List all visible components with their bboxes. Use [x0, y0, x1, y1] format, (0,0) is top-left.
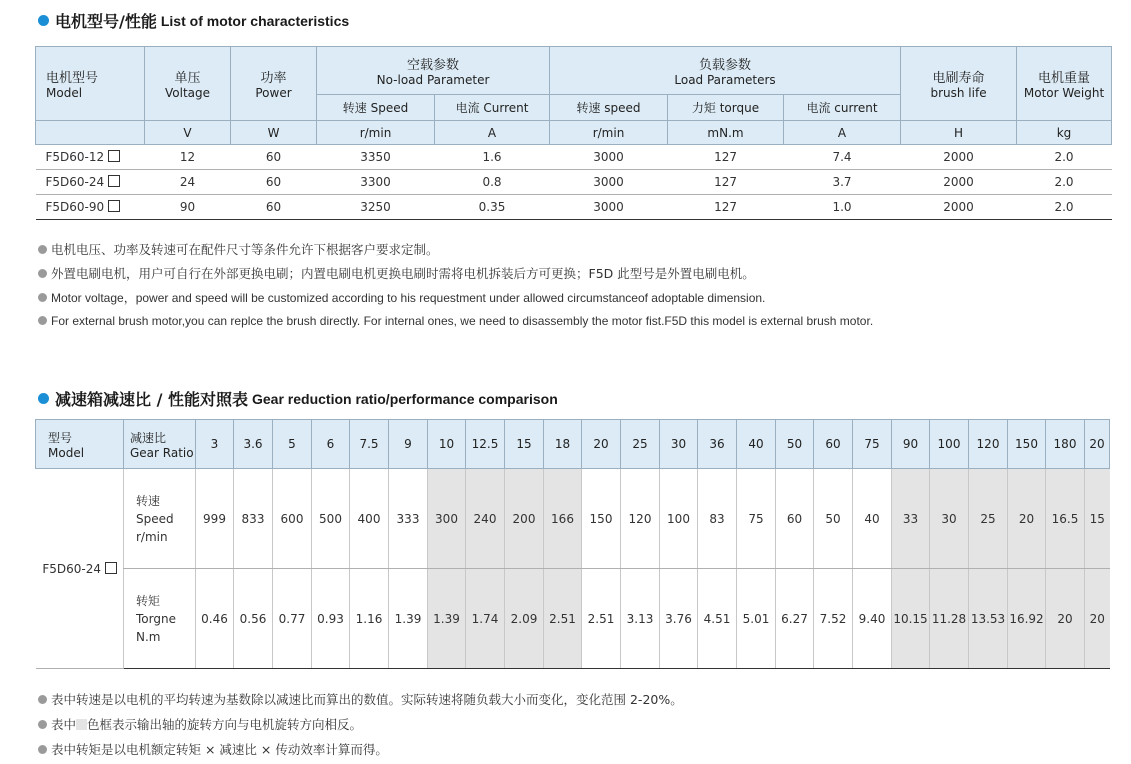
- torque-cell: 10.15: [892, 569, 930, 669]
- torque-label: 转矩 Torgne N.m: [124, 569, 196, 669]
- torque-cell: 9.40: [853, 569, 892, 669]
- note-item: 表中转矩是以电机额定转矩 × 减速比 × 传动效率计算而得。: [38, 740, 388, 758]
- section-title-cn: 减速箱减速比 / 性能对照表: [55, 390, 248, 409]
- table-cell: 24: [145, 170, 231, 195]
- model-cell: F5D60-24: [36, 469, 124, 669]
- bullet-icon: [38, 15, 49, 26]
- table-cell: 3350: [317, 145, 435, 170]
- torque-cell: 1.39: [428, 569, 466, 669]
- units-model-blank: [36, 121, 145, 145]
- header-motor-weight: 电机重量 Motor Weight: [1017, 47, 1112, 121]
- unit-cell: H: [901, 121, 1017, 145]
- unit-cell: r/min: [550, 121, 668, 145]
- table-cell: 0.35: [435, 195, 550, 220]
- header-gear-ratio: 减速比 Gear Ratio: [124, 420, 196, 469]
- section-title-cn: 电机型号/性能: [55, 12, 157, 31]
- header-noload: 空载参数 No-load Parameter: [317, 47, 550, 95]
- ratio-header-cell: 36: [698, 420, 737, 469]
- speed-cell: 25: [969, 469, 1008, 569]
- note-item: 表中 色框表示输出轴的旋转方向与电机旋转方向相反。: [38, 715, 362, 733]
- ratio-header-cell: 15: [505, 420, 544, 469]
- gray-swatch-icon: [76, 719, 87, 730]
- header-voltage: 单压 Voltage: [145, 47, 231, 121]
- model-cell: F5D60-24: [36, 170, 145, 195]
- bullet-icon: [38, 393, 49, 404]
- ratio-header-cell: 3.6: [234, 420, 273, 469]
- header-model: 电机型号 Model: [36, 47, 145, 121]
- table-cell: 3300: [317, 170, 435, 195]
- bullet-icon: [38, 316, 47, 325]
- header-load-torque: 力矩 torque: [668, 95, 784, 121]
- torque-cell: 16.92: [1008, 569, 1046, 669]
- speed-cell: 240: [466, 469, 505, 569]
- speed-cell: 75: [737, 469, 776, 569]
- speed-cell: 333: [389, 469, 428, 569]
- speed-cell: 833: [234, 469, 273, 569]
- section-title-en: Gear reduction ratio/performance comparison: [252, 390, 558, 407]
- speed-cell: 166: [544, 469, 582, 569]
- section-title-gear: [38, 387, 558, 410]
- speed-label: 转速 Speed r/min: [124, 469, 196, 569]
- speed-cell: 30: [930, 469, 969, 569]
- model-cell: F5D60-12: [36, 145, 145, 170]
- torque-cell: 1.39: [389, 569, 428, 669]
- table-cell: 2.0: [1017, 170, 1112, 195]
- header-model: 型号 Model: [36, 420, 124, 469]
- ratio-header-cell: 20: [582, 420, 621, 469]
- table-cell: 127: [668, 195, 784, 220]
- speed-row: [36, 469, 1110, 569]
- speed-cell: 83: [698, 469, 737, 569]
- speed-cell: 300: [428, 469, 466, 569]
- note-item: For external brush motor,you can replce the brush directly. For internal ones, we need to disassembly the motor fist.F5D this model is external brush motor.: [38, 314, 873, 328]
- torque-cell: 0.77: [273, 569, 312, 669]
- ratio-header-cell: 6: [312, 420, 350, 469]
- note-item: 表中转速是以电机的平均转速为基数除以减速比而算出的数值。实际转速将随负载大小而变化，变化范围 2-20%。: [38, 690, 683, 708]
- torque-cell: 0.93: [312, 569, 350, 669]
- speed-cell: 33: [892, 469, 930, 569]
- header-power: 功率 Power: [231, 47, 317, 121]
- table-cell: 2000: [901, 195, 1017, 220]
- table-cell: 60: [231, 195, 317, 220]
- ratio-header-cell: 18: [544, 420, 582, 469]
- header-load: 负载参数 Load Parameters: [550, 47, 901, 95]
- table-cell: 3250: [317, 195, 435, 220]
- torque-cell: 11.28: [930, 569, 969, 669]
- speed-cell: 20: [1008, 469, 1046, 569]
- unit-cell: r/min: [317, 121, 435, 145]
- table-cell: 0.8: [435, 170, 550, 195]
- table-cell: 3.7: [784, 170, 901, 195]
- table-row: [36, 170, 1112, 195]
- ratio-header-cell: 12.5: [466, 420, 505, 469]
- ratio-header-cell: 20: [1085, 420, 1110, 469]
- gear-ratio-table: [35, 419, 1110, 669]
- bullet-icon: [38, 245, 47, 254]
- unit-cell: kg: [1017, 121, 1112, 145]
- ratio-header-cell: 7.5: [350, 420, 389, 469]
- ratio-header-cell: 90: [892, 420, 930, 469]
- header-load-speed: 转速 speed: [550, 95, 668, 121]
- table-cell: 2.0: [1017, 195, 1112, 220]
- torque-cell: 5.01: [737, 569, 776, 669]
- note-item: 电机电压、功率及转速可在配件尺寸等条件允许下根据客户要求定制。: [38, 240, 439, 258]
- table-cell: 60: [231, 170, 317, 195]
- torque-cell: 4.51: [698, 569, 737, 669]
- ratio-header-cell: 60: [814, 420, 853, 469]
- note-item: Motor voltage，power and speed will be customized according to his requestment under allowed circumstanceof adoptable dimension.: [38, 289, 765, 306]
- ratio-header-cell: 5: [273, 420, 312, 469]
- bullet-icon: [38, 745, 47, 754]
- torque-cell: 2.51: [582, 569, 621, 669]
- table-cell: 3000: [550, 145, 668, 170]
- torque-cell: 6.27: [776, 569, 814, 669]
- torque-cell: 20: [1046, 569, 1085, 669]
- speed-cell: 400: [350, 469, 389, 569]
- speed-cell: 120: [621, 469, 660, 569]
- speed-cell: 60: [776, 469, 814, 569]
- torque-cell: 1.16: [350, 569, 389, 669]
- gear-ratio-header-row: [36, 420, 1110, 469]
- torque-cell: 7.52: [814, 569, 853, 669]
- ratio-header-cell: 100: [930, 420, 969, 469]
- checkbox-square-icon: [108, 200, 120, 212]
- speed-cell: 200: [505, 469, 544, 569]
- note-item: 外置电刷电机，用户可自行在外部更换电刷；内置电刷电机更换电刷时需将电机拆装后方可更换；F5D 此型号是外置电刷电机。: [38, 264, 755, 282]
- table-cell: 2000: [901, 170, 1017, 195]
- torque-cell: 20: [1085, 569, 1110, 669]
- speed-cell: 150: [582, 469, 621, 569]
- motor-characteristics-table: [35, 46, 1112, 220]
- table-cell: 127: [668, 145, 784, 170]
- bullet-icon: [38, 269, 47, 278]
- torque-cell: 2.51: [544, 569, 582, 669]
- table-cell: 3000: [550, 170, 668, 195]
- ratio-header-cell: 10: [428, 420, 466, 469]
- table-cell: 2.0: [1017, 145, 1112, 170]
- checkbox-square-icon: [105, 562, 117, 574]
- table-cell: 1.0: [784, 195, 901, 220]
- table-cell: 3000: [550, 195, 668, 220]
- table-cell: 7.4: [784, 145, 901, 170]
- bullet-icon: [38, 293, 47, 302]
- ratio-header-cell: 50: [776, 420, 814, 469]
- table-row: [36, 145, 1112, 170]
- torque-cell: 1.74: [466, 569, 505, 669]
- checkbox-square-icon: [108, 175, 120, 187]
- unit-cell: mN.m: [668, 121, 784, 145]
- table-cell: 90: [145, 195, 231, 220]
- torque-row: [36, 569, 1110, 669]
- ratio-header-cell: 3: [196, 420, 234, 469]
- speed-cell: 40: [853, 469, 892, 569]
- torque-cell: 13.53: [969, 569, 1008, 669]
- section-title-en: List of motor characteristics: [160, 12, 350, 29]
- section-title-motor: [38, 9, 349, 32]
- torque-cell: 0.56: [234, 569, 273, 669]
- checkbox-square-icon: [108, 150, 120, 162]
- table-cell: 2000: [901, 145, 1017, 170]
- speed-cell: 50: [814, 469, 853, 569]
- table-row: [36, 195, 1112, 220]
- bullet-icon: [38, 695, 47, 704]
- ratio-header-cell: 30: [660, 420, 698, 469]
- ratio-header-cell: 150: [1008, 420, 1046, 469]
- speed-cell: 16.5: [1046, 469, 1085, 569]
- unit-cell: A: [435, 121, 550, 145]
- speed-cell: 100: [660, 469, 698, 569]
- torque-cell: 3.13: [621, 569, 660, 669]
- unit-cell: W: [231, 121, 317, 145]
- table-cell: 1.6: [435, 145, 550, 170]
- ratio-header-cell: 75: [853, 420, 892, 469]
- torque-cell: 2.09: [505, 569, 544, 669]
- model-cell: F5D60-90: [36, 195, 145, 220]
- table-cell: 12: [145, 145, 231, 170]
- header-load-current: 电流 current: [784, 95, 901, 121]
- speed-cell: 600: [273, 469, 312, 569]
- speed-cell: 15: [1085, 469, 1110, 569]
- unit-cell: A: [784, 121, 901, 145]
- unit-cell: V: [145, 121, 231, 145]
- torque-cell: 3.76: [660, 569, 698, 669]
- header-brush-life: 电刷寿命 brush life: [901, 47, 1017, 121]
- ratio-header-cell: 9: [389, 420, 428, 469]
- header-noload-current: 电流 Current: [435, 95, 550, 121]
- table-cell: 127: [668, 170, 784, 195]
- speed-cell: 999: [196, 469, 234, 569]
- bullet-icon: [38, 720, 47, 729]
- table-cell: 60: [231, 145, 317, 170]
- header-noload-speed: 转速 Speed: [317, 95, 435, 121]
- units-row: [36, 121, 1112, 145]
- speed-cell: 500: [312, 469, 350, 569]
- torque-cell: 0.46: [196, 569, 234, 669]
- ratio-header-cell: 120: [969, 420, 1008, 469]
- ratio-header-cell: 25: [621, 420, 660, 469]
- ratio-header-cell: 40: [737, 420, 776, 469]
- ratio-header-cell: 180: [1046, 420, 1085, 469]
